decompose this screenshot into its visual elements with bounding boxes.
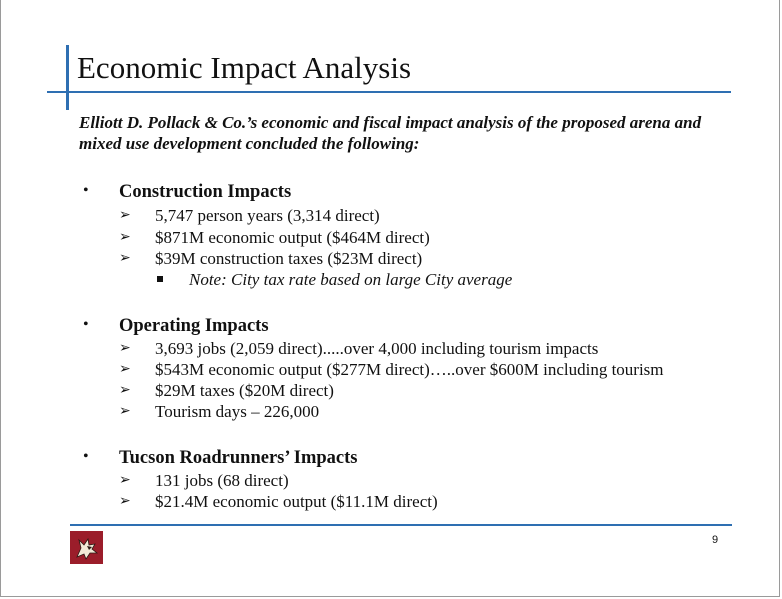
arrow-icon: ➢ xyxy=(119,362,131,377)
section-title-construction: Construction Impacts xyxy=(119,182,292,202)
list-item: $543M economic output ($277M direct)…..over $600M including tourism xyxy=(155,360,664,379)
title-underline xyxy=(47,91,731,93)
list-item: Tourism days – 226,000 xyxy=(155,402,320,421)
intro-text: Elliott D. Pollack & Co.’s economic and fiscal impact analysis of the proposed arena and mixed use development concluded the following: xyxy=(79,113,702,153)
arrow-icon: ➢ xyxy=(119,251,131,266)
arrow-icon: ➢ xyxy=(119,383,131,398)
section-title-roadrunners: Tucson Roadrunners’ Impacts xyxy=(119,448,358,468)
list-item: 131 jobs (68 direct) xyxy=(155,471,289,490)
arrow-icon: ➢ xyxy=(119,341,131,356)
arrow-icon: ➢ xyxy=(119,208,131,223)
list-item: $21.4M economic output ($11.1M direct) xyxy=(155,492,438,511)
list-item: $29M taxes ($20M direct) xyxy=(155,381,334,400)
page-number: 9 xyxy=(712,534,719,546)
title-accent-bar xyxy=(66,45,69,110)
footer-divider xyxy=(70,524,732,526)
section-bullet: • xyxy=(83,448,89,465)
arrow-icon: ➢ xyxy=(119,494,131,509)
list-item: $39M construction taxes ($23M direct) xyxy=(155,249,423,268)
section-bullet: • xyxy=(83,182,89,199)
list-item: 5,747 person years (3,314 direct) xyxy=(155,206,380,225)
arrow-icon: ➢ xyxy=(119,230,131,245)
page-title: Economic Impact Analysis xyxy=(77,50,412,85)
square-bullet-icon xyxy=(157,276,163,282)
construction-note: Note: City tax rate based on large City average xyxy=(189,270,513,289)
arrow-icon: ➢ xyxy=(119,473,131,488)
section-bullet: • xyxy=(83,316,89,333)
list-item: 3,693 jobs (2,059 direct).....over 4,000 including tourism impacts xyxy=(155,339,599,358)
coyote-logo-icon xyxy=(70,531,103,564)
arrow-icon: ➢ xyxy=(119,404,131,419)
section-title-operating: Operating Impacts xyxy=(119,316,269,336)
list-item: $871M economic output ($464M direct) xyxy=(155,228,430,247)
